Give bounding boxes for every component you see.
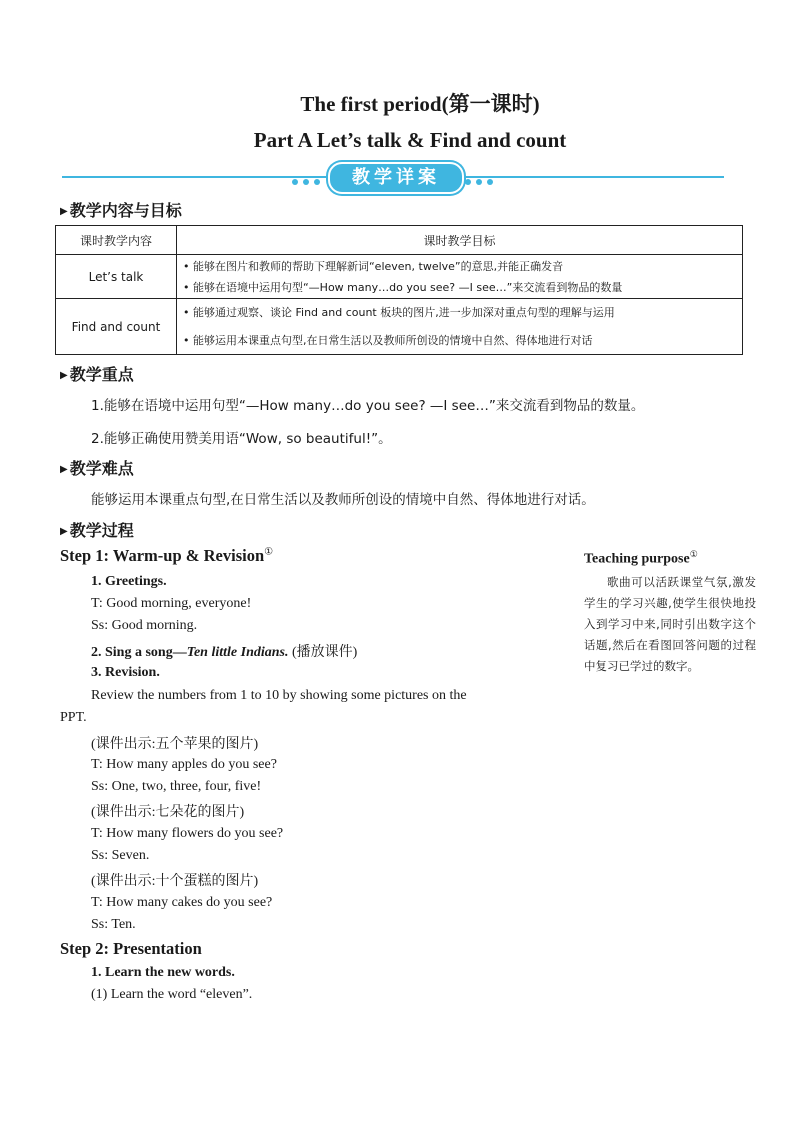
dialogue-line: T: How many cakes do you see? [91, 895, 273, 910]
courseware-note: (课件出示:五个苹果的图片) [91, 737, 259, 752]
teaching-purpose-text: 歌曲可以活跃课堂气氛,激发学生的学习兴趣,使学生很快地投入到学习中来,同时引出数字这个话题,然后在看图回答问题的过程中复习已学过的数字。 [584, 575, 756, 673]
table-cell-goals [177, 299, 743, 355]
section-banner: 教学详案 [328, 162, 464, 194]
key-point-item: 2.能够正确使用赞美用语“Wow, so beautiful!”。 [91, 431, 392, 447]
goal-item: • 能够在图片和教师的帮助下理解新词“eleven, twelve”的意思,并能正确发音 [183, 259, 564, 273]
table-cell-goals [177, 255, 743, 299]
section-heading-process: ▶ 教学过程 [60, 521, 134, 540]
goal-item: • 能够在语境中运用句型“—How many…do you see? —I see…”来交流看到物品的数量 [183, 280, 623, 294]
learn-word-line: (1) Learn the word “eleven”. [91, 987, 253, 1002]
goal-item: • 能够通过观察、谈论 Find and count 板块的图片,进一步加深对重点句型的理解与运用 [183, 306, 615, 319]
banner-dots-left [292, 172, 325, 190]
dialogue-line: T: How many flowers do you see? [91, 826, 284, 841]
courseware-note: (课件出示:十个蛋糕的图片) [91, 874, 259, 889]
revision-heading: 3. Revision. [91, 665, 160, 680]
dialogue-line: Ss: Ten. [91, 917, 136, 932]
learn-words-heading: 1. Learn the new words. [91, 965, 235, 980]
page-subtitle: Part A Let’s talk & Find and count [253, 128, 567, 152]
goal-item: • 能够运用本课重点句型,在日常生活以及教师所创设的情境中自然、得体地进行对话 [183, 334, 593, 347]
step1-heading: Step 1: Warm-up & Revision① [60, 546, 274, 565]
table-row [56, 255, 743, 299]
difficulty-text: 能够运用本课重点句型,在日常生活以及教师所创设的情境中自然、得体地进行对话。 [91, 492, 595, 508]
dialogue-line: Ss: Good morning. [91, 618, 198, 633]
step2-heading: Step 2: Presentation [60, 939, 202, 958]
table-cell-content: Let’s talk [56, 255, 177, 299]
triangle-icon: ▶ [60, 370, 68, 381]
song-line: 2. Sing a song—Ten little Indians. (播放课件) [91, 645, 358, 660]
banner-dots-right [465, 172, 498, 190]
footnote-marker: ① [689, 549, 698, 559]
section-heading-difficulties: ▶ 教学难点 [60, 459, 134, 478]
dialogue-line: T: Good morning, everyone! [91, 596, 252, 611]
triangle-icon: ▶ [60, 464, 68, 475]
courseware-note: (课件出示:七朵花的图片) [91, 805, 245, 820]
dialogue-line: T: How many apples do you see? [91, 757, 277, 772]
table-header-goals: 课时教学目标 [177, 226, 743, 255]
triangle-icon: ▶ [60, 526, 68, 537]
page-title: The first period(第一课时) [300, 92, 540, 116]
footnote-marker: ① [264, 546, 274, 558]
table-cell-content: Find and count [56, 299, 177, 355]
revision-text: PPT. [60, 710, 87, 725]
teaching-purpose-title: Teaching purpose① [584, 549, 698, 567]
table-row [56, 299, 743, 355]
dialogue-line: Ss: One, two, three, four, five! [91, 779, 262, 794]
greetings-heading: 1. Greetings. [91, 574, 167, 589]
key-point-item: 1.能够在语境中运用句型“—How many…do you see? —I see…”来交流看到物品的数量。 [91, 398, 645, 414]
table-header-content: 课时教学内容 [56, 226, 177, 255]
section-heading-content-goals: ▶ 教学内容与目标 [60, 201, 182, 220]
triangle-icon: ▶ [60, 206, 68, 217]
song-title: Ten little Indians. [186, 645, 289, 660]
section-heading-key-points: ▶ 教学重点 [60, 365, 134, 384]
revision-text: Review the numbers from 1 to 10 by showing some pictures on the [91, 688, 467, 703]
dialogue-line: Ss: Seven. [91, 848, 150, 863]
goals-table [55, 225, 743, 355]
